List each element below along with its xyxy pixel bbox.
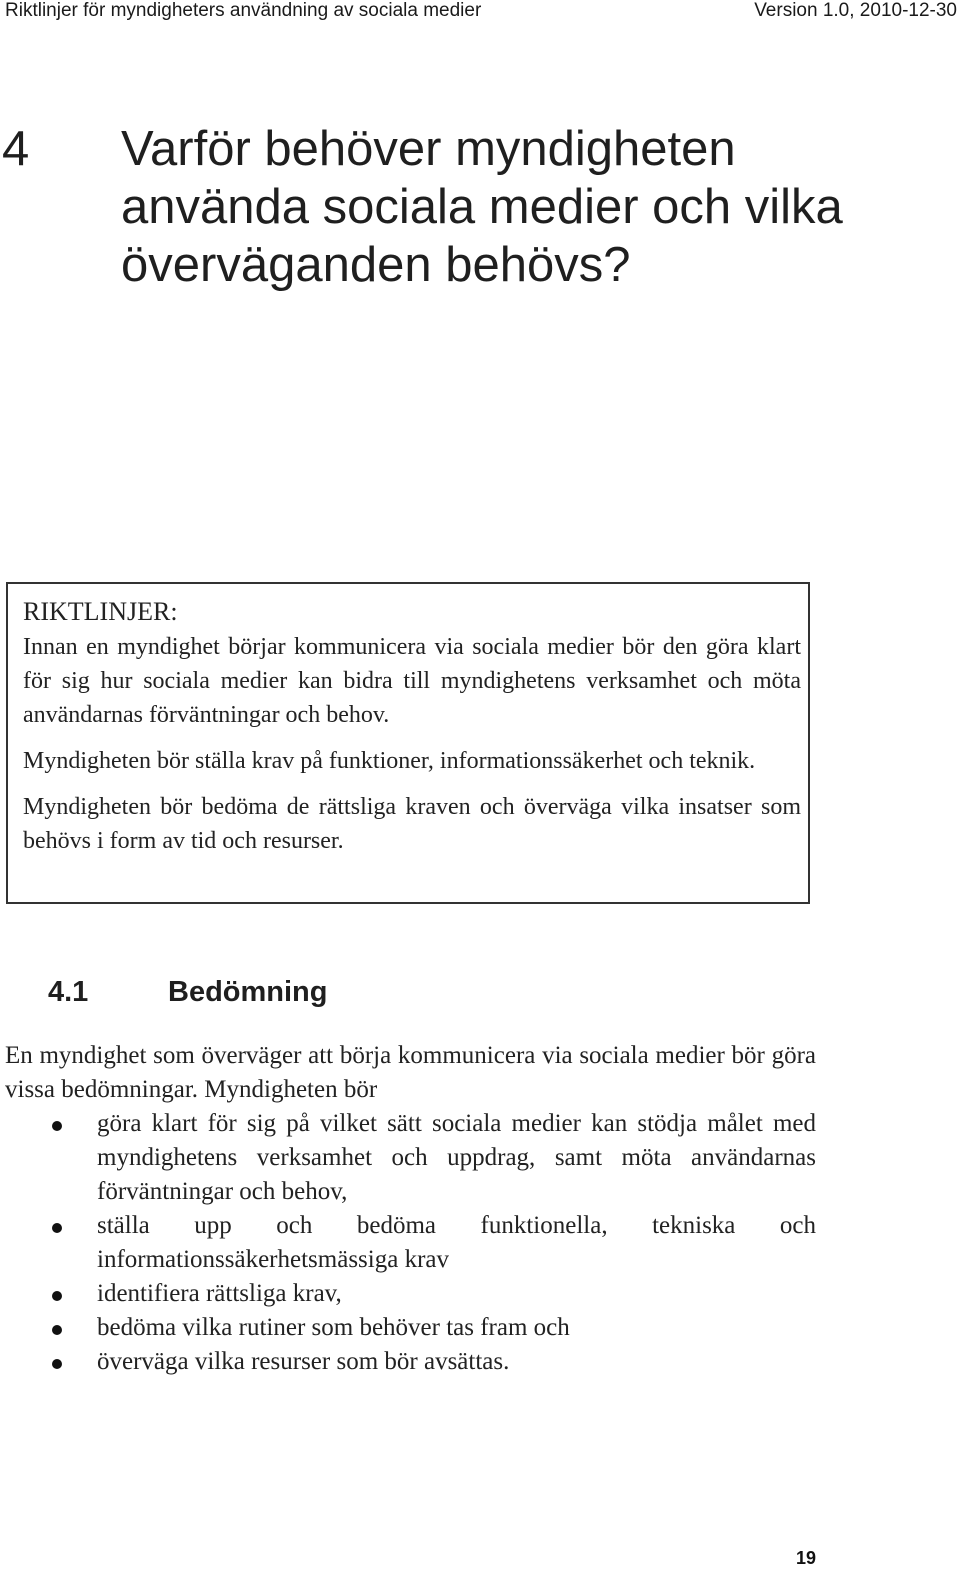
section-title: Bedömning bbox=[168, 976, 328, 1008]
list-item: göra klart för sig på vilket sätt sociala medier kan stödja målet med myndighetens verksamhet och uppdrag, samt möta användarnas förväntningar och behov, bbox=[5, 1107, 816, 1209]
section-number: 4.1 bbox=[48, 976, 89, 1008]
guidelines-paragraph: RIKTLINJER: Innan en myndighet börjar kommunicera via sociala medier bör den göra klart för sig hur sociala medier kan bidra till myndighetens verksamhet och möta användarnas förväntningar och behov. bbox=[23, 597, 801, 728]
list-item: bedöma vilka rutiner som behöver tas fram och bbox=[5, 1311, 816, 1345]
bullet-icon bbox=[52, 1121, 62, 1131]
list-item: identifiera rättsliga krav, bbox=[5, 1277, 816, 1311]
guidelines-box bbox=[6, 582, 810, 904]
bullet-icon bbox=[52, 1291, 62, 1301]
chapter-number: 4 bbox=[2, 122, 30, 176]
bullet-icon bbox=[52, 1325, 62, 1335]
list-item: överväga vilka resurser som bör avsättas. bbox=[5, 1345, 816, 1379]
chapter-title: Varför behöver myndigheten använda sociala medier och vilka överväganden behövs? bbox=[121, 122, 843, 292]
guidelines-label: RIKTLINJER: bbox=[23, 597, 178, 626]
section-body bbox=[5, 1039, 816, 1379]
document-version: Version 1.0, 2010-12-30 bbox=[754, 0, 957, 21]
bullet-icon bbox=[52, 1223, 62, 1233]
running-header bbox=[5, 0, 957, 24]
bullet-icon bbox=[52, 1359, 62, 1369]
page-number: 19 bbox=[795, 1548, 816, 1568]
document-title: Riktlinjer för myndigheters användning av sociala medier bbox=[5, 0, 482, 21]
guidelines-paragraph: Myndigheten bör bedöma de rättsliga kraven och överväga vilka insatser som behövs i form av tid och resurser. bbox=[23, 794, 801, 854]
bullet-list bbox=[5, 1107, 816, 1379]
list-item: ställa upp och bedöma funktionella, tekniska och informationssäkerhetsmässiga krav bbox=[5, 1209, 816, 1277]
guidelines-paragraph: Myndigheten bör ställa krav på funktioner, informationssäkerhet och teknik. bbox=[23, 748, 756, 774]
section-intro: En myndighet som överväger att börja kommunicera via sociala medier bör göra vissa bedömningar. Myndigheten bör bbox=[5, 1042, 816, 1103]
